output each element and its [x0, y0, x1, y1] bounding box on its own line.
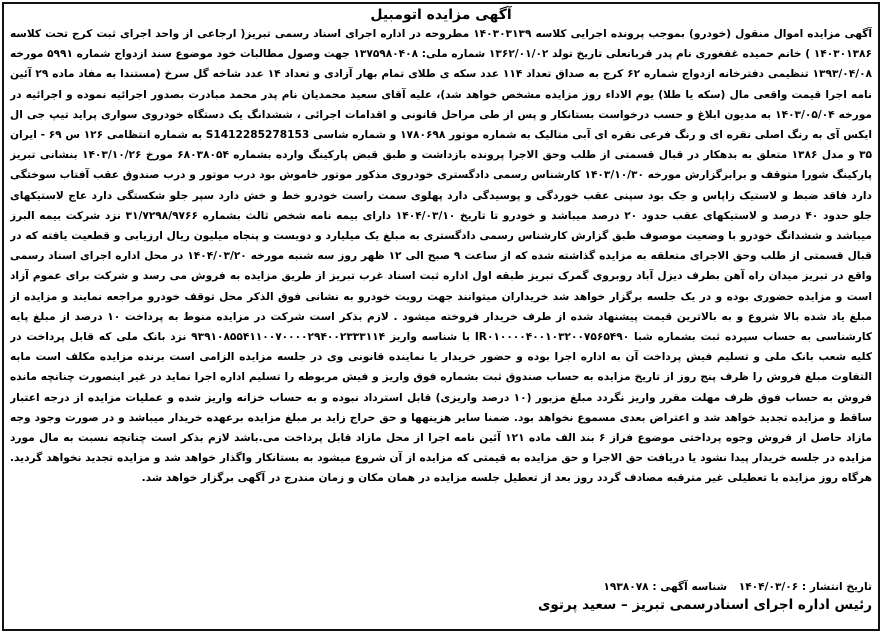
notice-body: آگهی مزایده اموال منقول (خودرو) بموجب پرونده اجرایی کلاسه ۱۴۰۳۰۳۱۳۹ مطروحه در اداره اجرای اسناد رسمی تبریز( ارجاعی از واحد اجرای ثبت کرج تحت کلاسه ۱۴۰۳۰۱۳۸۶ ) خانم حمیده غفغوری نام پدر قربانعلی تاریخ تولد ۱۳۶۲/۰۱/۰۲ شماره ملی: ۱۳۷۵۹۸۰۴۰۸ جهت وصول مطالبات خود موضوع سند ازدواج شماره ۵۹۹۱ مورخه ۱۳۹۳/۰۴/۰۸ تنظیمی دفترخانه ازدواج شماره ۶۲ کرج به صداق تعداد ۱۱۴ عدد سکه ی طلای تمام بهار آزادی و تعداد ۱۴ عدد شاخه گل سرخ (مستندا به مفاد ماده ۲۹ آئین نامه اجرا قیمت واقعی مال (سکه یا طلا) یوم الاداء روز مزایده مشخص خواهد شد)، علیه آقای سعید محمدیان نام پدر محمد مبادرت بصدور اجرائیه نموده و اجرائیه در مورخه ۱۴۰۳/۰۵/۰۴ به مدیون ابلاغ و حسب درخواست بستانکار و پس از طی مراحل قانونی و اقدامات اجرائی ، ششدانگ یک دستگاه خودروی سواری پراید تیپ جی ال ایکس آی به رنگ اصلی نقره ای و رنگ فرعی نقره ای آبی متالیک به شماره موتور ۱۷۸۰۶۹۸ و شماره شاسی S1412285278153 به شماره انتظامی ۱۲۶ س ۶۹ - ایران ۳۵ و مدل ۱۳۸۶ متعلق به بدهکار در قبال قسمتی از طلب وحق الاجرا پرونده بازداشت و طبق قبض پارکینگ وارده بشماره ۶۸۰۳۸۰۵۴ مورخ ۱۴۰۳/۱۰/۲۶ بنشانی تبریز پارکینگ شورا متوقف و برابرگزارش مورخه ۱۴۰۳/۱۰/۳۰ کارشناس رسمی دادگستری خودروی مذکور موتور خاموش بود درب موتور و درب صندوق عقب آفتاب سوختگی دارد فاقد ضبط و لاستیک زاپاس و جک بود سپنی عقب خوردگی و پوسیدگی دارد پهلوی سمت راست خودرو خط و خش دارد سپر جلو شکستگی دارد عاج لاستیکهای جلو حدود ۴۰ درصد و لاستیکهای عقب حدود ۲۰ درصد میباشد و خودرو تا تاریخ ۱۴۰۴/۰۳/۱۰ دارای بیمه نامه شخص ثالث بشماره ۳۱/۷۲۹۸/۹۷۶۶ نزد شرکت بیمه البرز میباشد و ششدانگ خودرو با وضعیت موصوف طبق گزارش کارشناس رسمی دادگستری به مبلغ یک میلیارد و دویست و پنجاه میلیون ریال ارزیابی و قطعیت یافته که در قبال قسمتی از طلب وحق الاجرای متعلقه به مزایده گذاشته شده که از ساعت ۹ صبح الی ۱۲ ظهر روز سه شنبه مورخه ۱۴۰۴/۰۳/۲۰ در محل اداره اجرای اسناد رسمی واقع در تبریز میدان راه آهن بطرف دیزل آباد روبروی گمرک تبریز طبقه اول اداره ثبت اسناد غرب تبریز از طریق مزایده به فروش می رسد و شرکت برای عموم آزاد است و مزایده حضوری بوده و در یک جلسه برگزار خواهد شد خریداران میتوانند جهت رویت خودرو به نشانی فوق الذکر محل توقف خودرو مراجعه نمایند و مزایده از مبلغ یاد شده بالا شروع و به بالاترین قیمت پیشنهاد شده از طرف خریدار فروخته میشود . لازم بذکر است شرکت در مزایده منوط به پرداخت ۱۰ درصد از مبلغ پایه کارشناسی به حساب سپرده ثبت بشماره شبا IR۰۱۰۰۰۰۴۰۰۱۰۳۲۰۰۷۵۶۵۴۹۰ با شناسه واریز ۹۳۹۱۰۸۵۵۴۱۱۰۰۷۰۰۰۰۲۹۴۰۰۲۳۳۳۱۱۴ نزد بانک ملی که قابل پرداخت در کلیه شعب بانک ملی و تسلیم فیش پرداخت آن به اداره اجرا بوده و حضور خریدار یا نماینده قانونی وی در جلسه مزایده الزامی است برنده مزایده مکلف است مابه التفاوت مبلغ فروش را ظرف پنج روز از تاریخ مزایده به حساب صندوق ثبت بشماره فوق واریز و فیش مربوطه را تسلیم اداره اجرا نماید در غیر اینصورت چنانچه مانده فروش به حساب فوق ظرف مهلت مقرر واریز نگردد مبلغ مزبور (۱۰ درصد واریزی) قابل استرداد نبوده و به حساب خزانه واریز شده و عملیات مزایده از درجه اعتبار ساقط و مزایده تجدید خواهد شد و اعتراض بعدی مسموع نخواهد بود. ضمنا سایر هزینهها و حق حراج زاید بر مبلغ مزایده برعهده خریدار میباشد و در صورت وجود وجه مازاد حاصل از فروش وجوه پرداختی موضوع فراز ۶ بند الف ماده ۱۲۱ آئین نامه اجرا از محل مازاد قابل پرداخت می.باشد لازم بذکر است چنانچه نسبت به مال مورد مزایده در جلسه خریدار پیدا نشود یا دریافت حق الاجرا و حق مزایده به قیمتی که مزایده از آن شروع میشود به بستانکار واگذار خواهد شد و مزایده تجدید نخواهد گردید. هرگاه روز مزایده با تعطیلی غیر مترقبه مصادف گردد روز بعد از تعطیل جلسه مزایده در همان مکان و زمان مندرج در آگهی برگزار خواهد شد.	[10, 28, 872, 485]
notice-title: آگهی مزایده اتومبیل	[370, 7, 512, 23]
notice-page	[2, 2, 880, 631]
publication-date-label: تاریخ انتشار :	[801, 581, 872, 593]
publication-line	[10, 579, 872, 595]
publication-date: ۱۴۰۴/۰۳/۰۶	[738, 581, 799, 593]
ad-id: ۱۹۳۸۰۷۸	[603, 581, 649, 593]
signature: رئیس اداره اجرای اسنادرسمی تبریز – سعید پرتوی	[538, 597, 872, 613]
ad-id-label: شناسه آگهی :	[652, 581, 728, 593]
